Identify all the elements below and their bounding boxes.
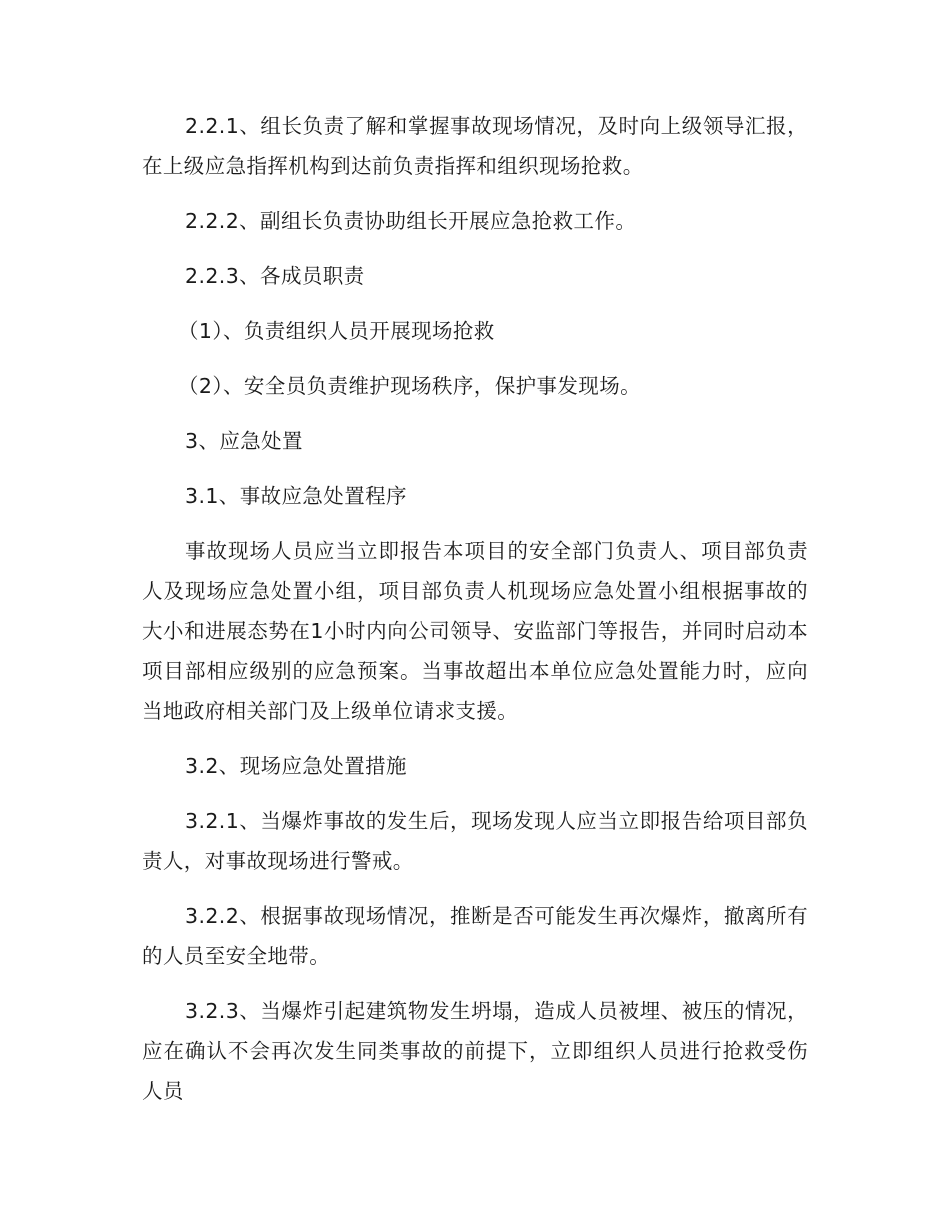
paragraph-3-2-1: 3.2.1、当爆炸事故的发生后，现场发现人应当立即报告给项目部负责人，对事故现场进行警戒。 bbox=[142, 809, 808, 873]
section-heading-3: 3、应急处置 bbox=[185, 429, 303, 453]
section-heading-3-2: 3.2、现场应急处置措施 bbox=[185, 754, 407, 778]
paragraph-2-2-3: 2.2.3、各成员职责 bbox=[185, 264, 365, 288]
paragraph-item-2: （2）、安全员负责维护现场秩序，保护事发现场。 bbox=[178, 374, 641, 398]
paragraph-3-2-3: 3.2.3、当爆炸引起建筑物发生坍塌，造成人员被埋、被压的情况，应在确认不会再次发生同类事故的前提下，立即组织人员进行抢救受伤人员 bbox=[142, 999, 808, 1103]
paragraph-2-2-1: 2.2.1、组长负责了解和掌握事故现场情况，及时向上级领导汇报，在上级应急指挥机构到达前负责指挥和组织现场抢救。 bbox=[142, 114, 808, 178]
paragraph-2-2-2: 2.2.2、副组长负责协助组长开展应急抢救工作。 bbox=[185, 209, 637, 233]
paragraph-procedure: 事故现场人员应当立即报告本项目的安全部门负责人、项目部负责人及现场应急处置小组，项目部负责人机现场应急处置小组根据事故的大小和进展态势在1小时内向公司领导、安监部门等报告，并同时启动本项目部相应级别的应急预案。当事故超出本单位应急处置能力时，应向当地政府相关部门及上级单位请求支援。 bbox=[142, 539, 808, 723]
document-body bbox=[142, 106, 808, 1126]
paragraph-item-1: （1）、负责组织人员开展现场抢救 bbox=[178, 319, 495, 343]
section-heading-3-1: 3.1、事故应急处置程序 bbox=[185, 484, 407, 508]
paragraph-3-2-2: 3.2.2、根据事故现场情况，推断是否可能发生再次爆炸，撤离所有的人员至安全地带。 bbox=[142, 904, 808, 968]
